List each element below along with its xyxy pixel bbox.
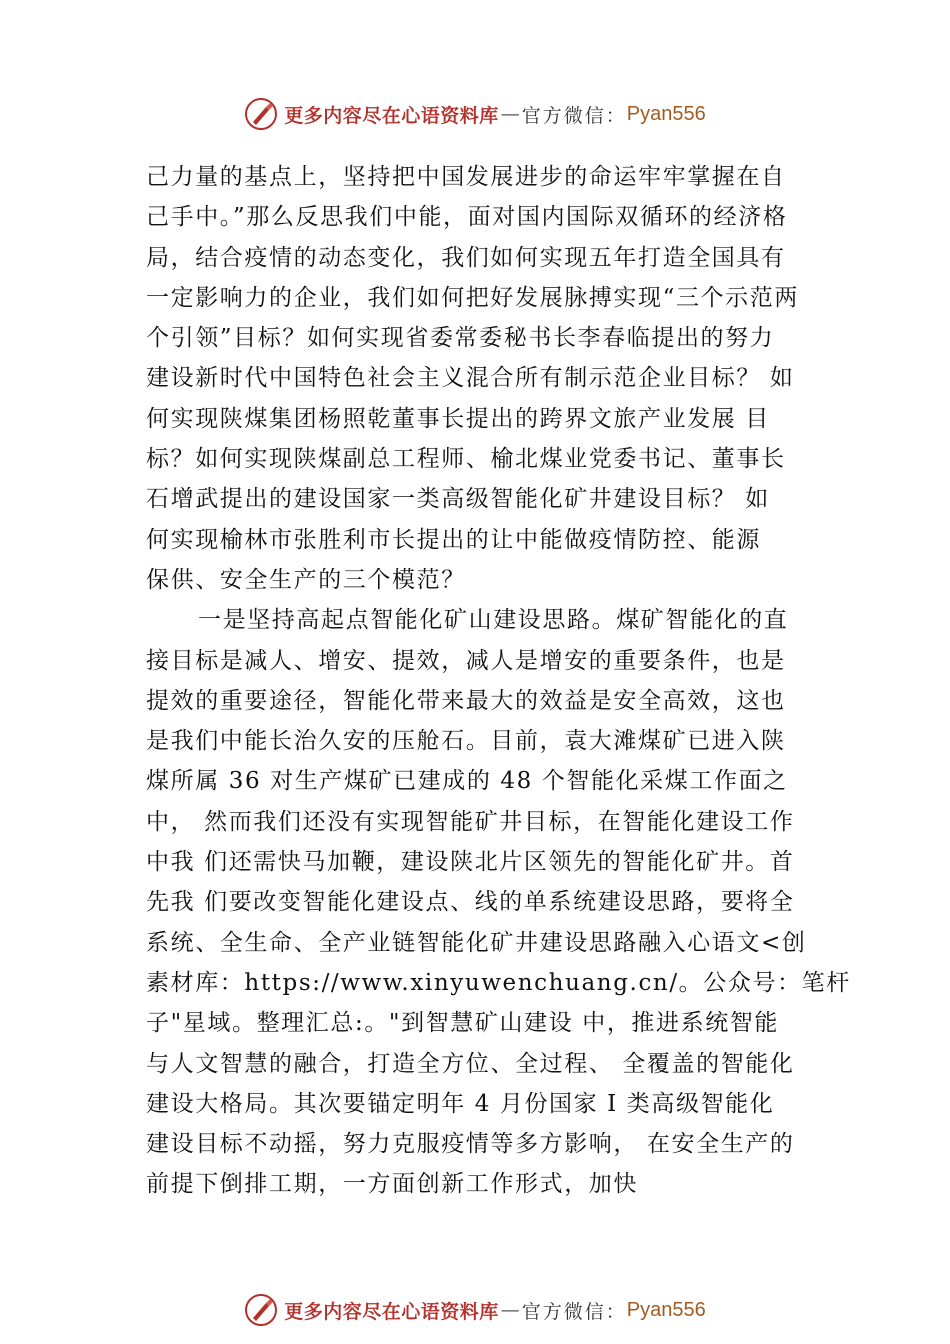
banner-wechat-id: Pyan556 [626, 102, 706, 125]
text-line: 个引领”目标？如何实现省委常委秘书长李春临提出的努力 [146, 325, 775, 352]
text-line: 何实现榆林市张胜利市长提出的让中能做疫情防控、能源 [146, 526, 761, 553]
header-banner [0, 94, 950, 134]
text-line: 建设新时代中国特色社会主义混合所有制示范企业目标？ 如 [146, 365, 795, 392]
document-body [146, 157, 851, 1205]
text-line: 中， 然而我们还没有实现智能矿井目标，在智能化建设工作 [146, 808, 795, 835]
text-line: 己手中。”那么反思我们中能，面对国内国际双循环的经济格 [146, 204, 788, 231]
text-line: 中我 们还需快马加鞭，建设陕北片区领先的智能化矿井。首 [146, 849, 795, 876]
text-line: 标？如何实现陕煤副总工程师、榆北煤业党委书记、董事长 [146, 446, 786, 473]
banner-separator: — [500, 103, 520, 125]
pen-logo-icon [244, 1293, 278, 1327]
text-line: 何实现陕煤集团杨照乾董事长提出的跨界文旅产业发展 目 [146, 405, 770, 432]
text-line: 是我们中能长治久安的压舱石。目前，袁大滩煤矿已进入陕 [146, 728, 786, 755]
text-line: 素材库：https://www.xinyuwenchuang.cn/。公众号：笔杆 [146, 969, 851, 996]
text-line: 煤所属 36 对生产煤矿已建成的 48 个智能化采煤工作面之 [146, 768, 788, 795]
text-line: 保供、安全生产的三个模范？ [146, 566, 466, 593]
text-line: 与人文智慧的融合，打造全方位、全过程、 全覆盖的智能化 [146, 1050, 795, 1077]
text-line: 建设目标不动摇，努力克服疫情等多方影响， 在安全生产的 [146, 1131, 795, 1158]
text-line: 一定影响力的企业，我们如何把好发展脉搏实现“三个示范两 [146, 284, 799, 311]
paragraph-start-line: 一是坚持高起点智能化矿山建设思路。煤矿智能化的直 [198, 607, 789, 634]
banner-main-text: 更多内容尽在心语资料库 [284, 1300, 499, 1323]
banner-wechat-id: Pyan556 [626, 1298, 706, 1321]
text-line: 石增武提出的建设国家一类高级智能化矿井建设目标？ 如 [146, 486, 770, 513]
banner-wechat-label: 官方微信： [521, 1300, 627, 1323]
text-line: 接目标是减人、增安、提效，减人是增安的重要条件，也是 [146, 647, 786, 674]
banner-wechat-label: 官方微信： [521, 104, 627, 127]
footer-banner [0, 1290, 950, 1330]
pen-logo-icon [244, 97, 278, 131]
text-line: 系统、全生命、全产业链智能化矿井建设思路融入心语文<创 [146, 929, 807, 956]
text-line: 提效的重要途径，智能化带来最大的效益是安全高效，这也 [146, 687, 786, 714]
text-line: 局，结合疫情的动态变化，我们如何实现五年打造全国具有 [146, 244, 786, 271]
text-line: 子"星域。整理汇总:。"到智慧矿山建设 中，推进系统智能 [146, 1010, 780, 1037]
text-line: 建设大格局。其次要锚定明年 4 月份国家 I 类高级智能化 [146, 1090, 775, 1117]
banner-separator: — [500, 1299, 520, 1321]
text-line: 前提下倒排工期，一方面创新工作形式，加快 [146, 1171, 638, 1198]
banner-main-text: 更多内容尽在心语资料库 [284, 104, 499, 127]
text-line: 先我 们要改变智能化建设点、线的单系统建设思路，要将全 [146, 889, 795, 916]
text-line: 己力量的基点上，坚持把中国发展进步的命运牢牢掌握在自 [146, 164, 786, 190]
